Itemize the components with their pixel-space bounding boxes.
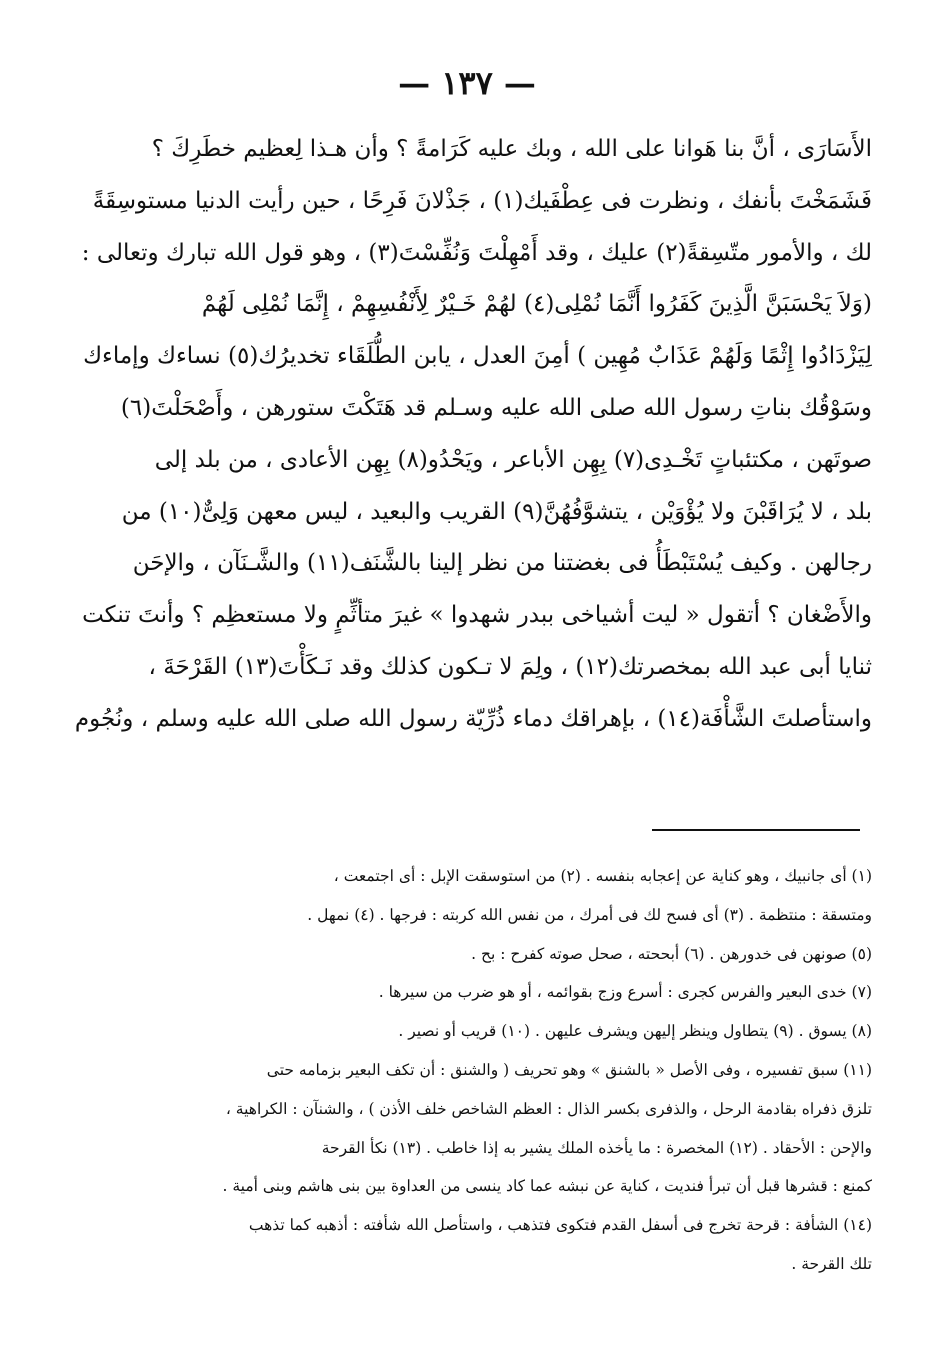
main-text-line: رجالهن . وكيف يُسْتَبْطَأُ فى بغضتنا من نظر إلينا بالشَّنَف(١١) والشَّـنَآن ، والإحَن bbox=[132, 550, 872, 577]
main-text-line: صوتَهن ، مكتئباتٍ تَخْـدِى(٧) بِهِن الأباعر ، ويَحْدُو(٨) بِهِن الأعادى ، من بلد إلى bbox=[154, 446, 872, 473]
footnote-line: والإحن : الأحقاد . (١٢) المخصرة : ما يأخذه الملك يشير به إذا خاطب . (١٣) نكأ القرحة bbox=[321, 1138, 872, 1157]
main-text-line: والأَضْغان ؟ أتقول « ليت أشياخى ببدر شهدوا » غيرَ متأثِّمٍ ولا مستعظِم ؟ وأنتَ تنكت bbox=[82, 602, 872, 629]
footnote-line: (١٤) الشأفة : قرحة تخرج فى أسفل القدم فتكوى فتذهب ، واستأصل الله شأفته : أذهبه كما تذهب bbox=[248, 1216, 872, 1235]
footnotes bbox=[62, 857, 872, 1284]
main-text-line: (وَلاَ يَحْسَبَنَّ الَّذِينَ كَفَرُوا أَنَّمَا نُمْلِى(٤) لهُمْ خَـيْرٌ لِأَنْفُسِهِمْ ، إِنَّمَا نُمْلِى لَهُمْ bbox=[201, 291, 872, 318]
main-text-line: الأَسَارَى ، أنَّ بنا هَوانا على الله ، وبك عليه كَرَامةً ؟ وأن هـذا لِعظيم خطَرِكَ ؟ bbox=[151, 136, 872, 162]
footnote-line: (٨) يسوق . (٩) يتطاول وينظر إليهن ويشرف عليهن . (١٠) قريب أو نصير . bbox=[398, 1022, 872, 1041]
main-text-line: بلد ، لا يُرَاقَبْنَ ولا يُؤْوَيْن ، يتشوَّفُهُنَّ(٩) القريب والبعيد ، ليس معهن وَلِىٌّ(١٠) من bbox=[121, 498, 872, 525]
main-text-line: واستأصلتَ الشَّأْفَة(١٤) ، بإهراقك دماء ذُرِّيّة رسول الله صلى الله عليه وسلم ، ونُجُوم bbox=[74, 705, 872, 732]
main-text-line: لِيَزْدَادُوا إِثْمًا وَلَهُمْ عَذَابٌ مُهِين ) أمِنَ العدل ، يابن الطُّلَقَاء تخديرُك(٥) نساءك وإماءك bbox=[83, 343, 872, 370]
footnote-line: تلزق ذفراه بقادمة الرحل ، والذفرى بكسر الذال : العظم الشاخص خلف الأذن ) ، والشنآن : الكراهية ، bbox=[225, 1099, 872, 1118]
footnote-line: (١١) سبق تفسيره ، وفى الأصل « بالشنق » وهو تحريف ( والشنق : أن تكف البعير بزمامه حتى bbox=[266, 1060, 872, 1079]
footnote-line: (٥) صونهن فى خدورهن . (٦) أبححته ، صحل صوته كفرح : بح . bbox=[471, 944, 872, 963]
footnote-separator bbox=[652, 829, 860, 831]
footnote-line: ومتسقة : منتظمة . (٣) أى فسح لك فى أمرك ، من نفس الله كربته : فرجها . (٤) نمهل . bbox=[307, 905, 872, 924]
footnote-line: (٧) خدى البعير والفرس كجرى : أسرع وزج بقوائمه ، أو هو ضرب من سيرها . bbox=[378, 983, 872, 1002]
main-text-line: ثنايا أبى عبد الله بمخصرتك(١٢) ، ولِمَ لا تـكون كذلك وقد نَـكَأْتَ(١٣) القَرْحَةَ ، bbox=[148, 653, 872, 680]
main-text-line: فَشَمَخْتَ بأنفك ، ونظرت فى عِطْفَيك(١) ، جَذْلانَ فَرِحًا ، حين رأيت الدنيا مستوسِقَةً bbox=[92, 187, 872, 214]
footnote-line: (١) أى جانبيك ، وهو كناية عن إعجابه بنفسه . (٢) من استوسقت الإبل : أى اجتمعت ، bbox=[333, 867, 872, 885]
footnote-line: تلك القرحة . bbox=[791, 1254, 872, 1273]
page-number: — ١٣٧ — bbox=[398, 64, 536, 102]
main-text-line: وسَوْقُك بناتِ رسول الله صلى الله عليه وسـلم قد هَتَكْتَ ستورهن ، وأَصْحَلْتَ(٦) bbox=[120, 394, 872, 421]
main-text-line: لك ، والأمور متّسِقةً(٢) عليك ، وقد أَمْهِلْتَ وَنُفِّسْتَ(٣) ، وهو قول الله تبارك وتعالى : bbox=[81, 239, 872, 266]
main-body-text bbox=[72, 124, 872, 746]
footnote-line: كمنع : قشرها قبل أن تبرأ فنديت ، كناية عن نبشه عما كاد ينسى من العداوة بين بنى هاشم وبنى أمية . bbox=[222, 1177, 872, 1196]
